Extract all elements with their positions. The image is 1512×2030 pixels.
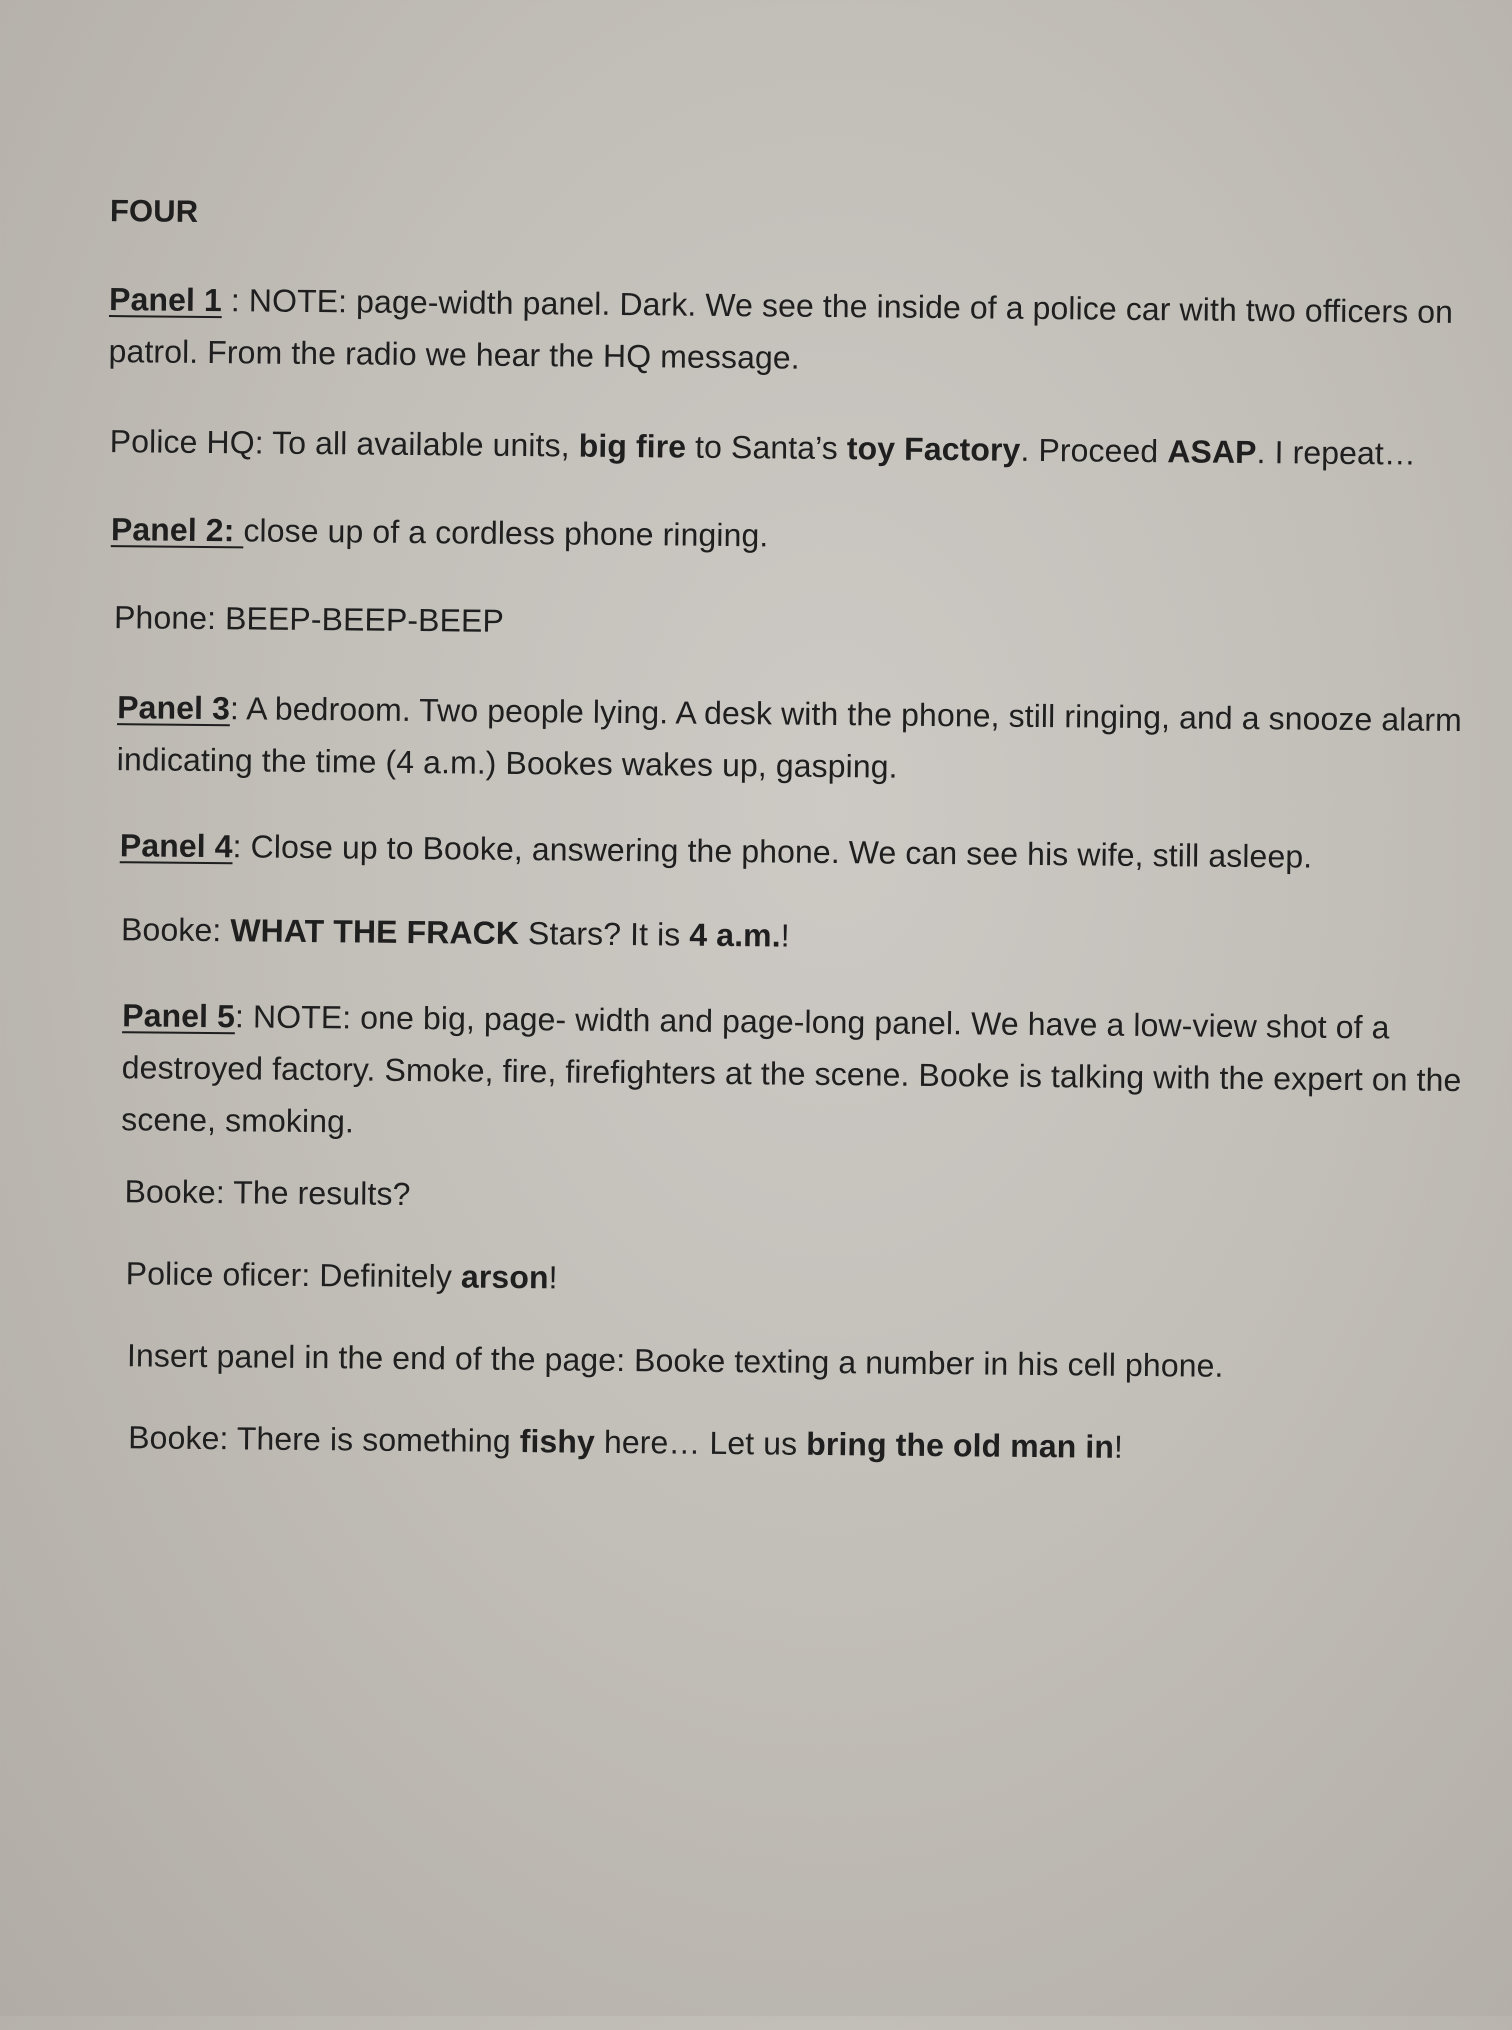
dialogue-text: Booke:	[120, 911, 231, 949]
panel-1-text: : NOTE: page-width panel. Dark. We see the inside of a police car with two officers on patrol. From the radio we hear the HQ message.	[108, 282, 1454, 376]
dialogue-text: Police oficer: Definitely	[125, 1255, 462, 1295]
panel-4-label: Panel 4	[119, 827, 233, 865]
dialogue-text: !	[1113, 1428, 1124, 1465]
dialogue-text: !	[548, 1259, 558, 1296]
panel-2-label: Panel 2:	[110, 511, 244, 549]
dialogue-text: . Proceed	[1020, 431, 1168, 470]
emphasis-text: fishy	[519, 1423, 596, 1460]
booke-dialogue-1	[121, 903, 790, 961]
emphasis-text: ASAP	[1167, 433, 1257, 471]
emphasis-text: toy Factory	[846, 430, 1021, 468]
panel-5-description	[121, 989, 1482, 1158]
dialogue-text: !	[780, 917, 790, 954]
panel-3-text: : A bedroom. Two people lying. A desk with the phone, still ringing, and a snooze alarm indicating the time (4 a.m.) Bookes wakes up, gasping.	[116, 690, 1463, 785]
dialogue-text: . I repeat…	[1256, 434, 1417, 472]
emphasis-text: 4 a.m.	[689, 916, 781, 954]
dialogue-text: here… Let us	[594, 1423, 807, 1462]
dialogue-text: Police HQ: To all available units,	[109, 423, 579, 464]
phone-dialogue: Phone: BEEP-BEEP-BEEP	[113, 599, 505, 639]
booke-dialogue-3	[128, 1411, 1123, 1473]
emphasis-text: WHAT THE FRACK	[230, 912, 520, 952]
dialogue-text: to Santa’s	[685, 428, 848, 467]
officer-dialogue	[126, 1247, 558, 1303]
panel-3-description	[116, 681, 1487, 798]
insert-panel-description: Insert panel in the end of the page: Booke texting a number in his cell phone.	[126, 1337, 1224, 1384]
panel-2-description	[111, 503, 769, 561]
emphasis-text: arson	[460, 1258, 549, 1296]
panel-2-text: close up of a cordless phone ringing.	[243, 512, 769, 554]
emphasis-text: big fire	[578, 427, 687, 465]
dialogue-text: Stars? It is	[518, 915, 690, 953]
panel-5-text: : NOTE: one big, page- width and page-long panel. We have a low-view shot of a destroyed factory. Smoke, fire, firefighters at the scene. Booke is talking with the expert on the scene, smoking.	[121, 998, 1462, 1140]
panel-5-label: Panel 5	[122, 997, 236, 1035]
panel-1-label: Panel 1	[108, 281, 223, 319]
panel-1-description	[108, 273, 1479, 390]
police-hq-dialogue	[110, 415, 1417, 480]
panel-3-label: Panel 3	[117, 689, 231, 727]
booke-dialogue-2: Booke: The results?	[124, 1173, 411, 1212]
page-heading: FOUR	[109, 193, 199, 229]
dialogue-text: Booke: There is something	[128, 1419, 520, 1460]
panel-4-text: : Close up to Booke, answering the phone. We can see his wife, still asleep.	[232, 828, 1313, 875]
emphasis-text: bring the old man in	[806, 1425, 1115, 1465]
panel-4-description	[120, 819, 1313, 882]
